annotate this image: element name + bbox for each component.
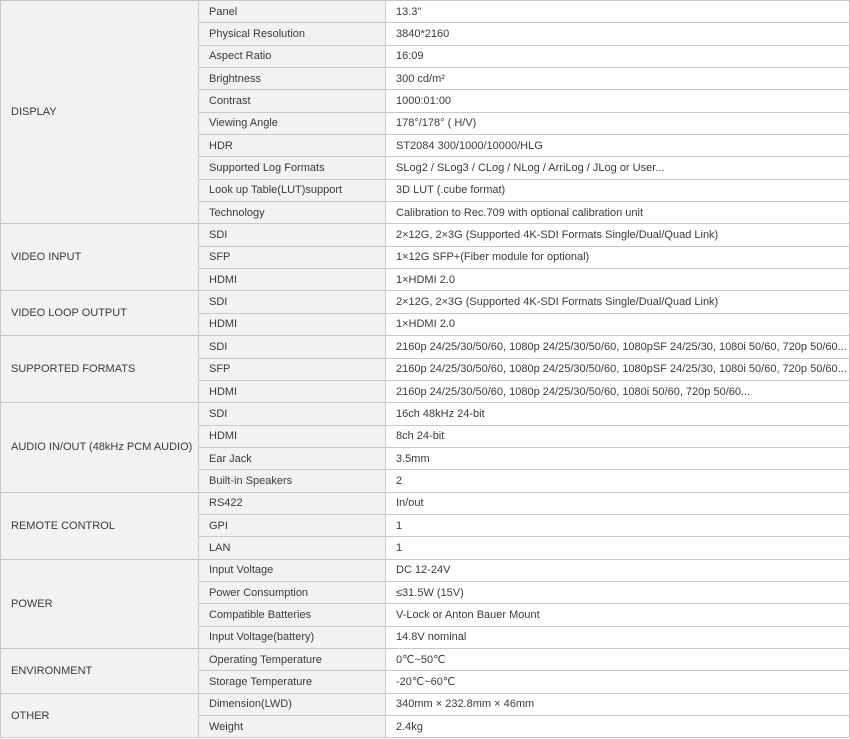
spec-row bbox=[1, 492, 850, 514]
spec-value: 16ch 48kHz 24-bit bbox=[386, 403, 850, 425]
spec-label: HDMI bbox=[199, 313, 386, 335]
spec-label: HDR bbox=[199, 135, 386, 157]
spec-label: Ear Jack bbox=[199, 447, 386, 469]
spec-value: 14.8V nominal bbox=[386, 626, 850, 648]
spec-label: GPI bbox=[199, 514, 386, 536]
specifications-table-body bbox=[1, 1, 850, 738]
spec-label: Contrast bbox=[199, 90, 386, 112]
spec-value: In/out bbox=[386, 492, 850, 514]
spec-value: 178°/178° ( H/V) bbox=[386, 112, 850, 134]
spec-label: HDMI bbox=[199, 269, 386, 291]
spec-label: Aspect Ratio bbox=[199, 45, 386, 67]
spec-row bbox=[1, 336, 850, 358]
spec-label: Viewing Angle bbox=[199, 112, 386, 134]
spec-label: RS422 bbox=[199, 492, 386, 514]
spec-category: OTHER bbox=[1, 693, 199, 738]
spec-label: SDI bbox=[199, 224, 386, 246]
spec-value: 3840*2160 bbox=[386, 23, 850, 45]
spec-value: 8ch 24-bit bbox=[386, 425, 850, 447]
spec-row bbox=[1, 403, 850, 425]
spec-label: SFP bbox=[199, 358, 386, 380]
spec-label: Supported Log Formats bbox=[199, 157, 386, 179]
spec-value: 1×12G SFP+(Fiber module for optional) bbox=[386, 246, 850, 268]
spec-label: HDMI bbox=[199, 425, 386, 447]
spec-label: Storage Temperature bbox=[199, 671, 386, 693]
spec-value: 3D LUT (.cube format) bbox=[386, 179, 850, 201]
spec-category: AUDIO IN/OUT (48kHz PCM AUDIO) bbox=[1, 403, 199, 492]
spec-value: 2×12G, 2×3G (Supported 4K-SDI Formats Single/Dual/Quad Link) bbox=[386, 224, 850, 246]
spec-value: 1 bbox=[386, 514, 850, 536]
spec-row bbox=[1, 291, 850, 313]
spec-label: Look up Table(LUT)support bbox=[199, 179, 386, 201]
spec-row bbox=[1, 1, 850, 23]
spec-label: SFP bbox=[199, 246, 386, 268]
spec-category: VIDEO LOOP OUTPUT bbox=[1, 291, 199, 336]
spec-value: DC 12-24V bbox=[386, 559, 850, 581]
spec-row bbox=[1, 559, 850, 581]
spec-value: 1 bbox=[386, 537, 850, 559]
spec-label: Dimension(LWD) bbox=[199, 693, 386, 715]
spec-label: Panel bbox=[199, 1, 386, 23]
spec-value: 2×12G, 2×3G (Supported 4K-SDI Formats Single/Dual/Quad Link) bbox=[386, 291, 850, 313]
spec-value: ≤31.5W (15V) bbox=[386, 581, 850, 603]
spec-value: 0℃~50℃ bbox=[386, 648, 850, 670]
spec-value: 1×HDMI 2.0 bbox=[386, 313, 850, 335]
spec-label: Physical Resolution bbox=[199, 23, 386, 45]
spec-value: ST2084 300/1000/10000/HLG bbox=[386, 135, 850, 157]
spec-category: SUPPORTED FORMATS bbox=[1, 336, 199, 403]
spec-value: 16:09 bbox=[386, 45, 850, 67]
spec-value: 13.3" bbox=[386, 1, 850, 23]
spec-value: 340mm × 232.8mm × 46mm bbox=[386, 693, 850, 715]
spec-value: SLog2 / SLog3 / CLog / NLog / ArriLog / JLog or User... bbox=[386, 157, 850, 179]
spec-label: SDI bbox=[199, 291, 386, 313]
spec-label: LAN bbox=[199, 537, 386, 559]
spec-value: 3.5mm bbox=[386, 447, 850, 469]
spec-value: 1×HDMI 2.0 bbox=[386, 269, 850, 291]
spec-category: REMOTE CONTROL bbox=[1, 492, 199, 559]
spec-category: POWER bbox=[1, 559, 199, 648]
spec-value: -20℃~60℃ bbox=[386, 671, 850, 693]
spec-value: 2 bbox=[386, 470, 850, 492]
spec-row bbox=[1, 648, 850, 670]
spec-label: Input Voltage bbox=[199, 559, 386, 581]
spec-label: Power Consumption bbox=[199, 581, 386, 603]
spec-label: SDI bbox=[199, 403, 386, 425]
spec-label: Built-in Speakers bbox=[199, 470, 386, 492]
spec-label: Compatible Batteries bbox=[199, 604, 386, 626]
spec-value: 2160p 24/25/30/50/60, 1080p 24/25/30/50/60, 1080pSF 24/25/30, 1080i 50/60, 720p 50/60... bbox=[386, 358, 850, 380]
spec-value: V-Lock or Anton Bauer Mount bbox=[386, 604, 850, 626]
spec-value: 2160p 24/25/30/50/60, 1080p 24/25/30/50/60, 1080i 50/60, 720p 50/60... bbox=[386, 380, 850, 402]
spec-row bbox=[1, 224, 850, 246]
spec-label: Input Voltage(battery) bbox=[199, 626, 386, 648]
spec-label: Brightness bbox=[199, 68, 386, 90]
spec-label: Weight bbox=[199, 716, 386, 738]
spec-category: ENVIRONMENT bbox=[1, 648, 199, 693]
spec-label: HDMI bbox=[199, 380, 386, 402]
spec-category: VIDEO INPUT bbox=[1, 224, 199, 291]
spec-value: 1000:01:00 bbox=[386, 90, 850, 112]
spec-category: DISPLAY bbox=[1, 1, 199, 224]
spec-value: 300 cd/m² bbox=[386, 68, 850, 90]
spec-value: 2160p 24/25/30/50/60, 1080p 24/25/30/50/60, 1080pSF 24/25/30, 1080i 50/60, 720p 50/60... bbox=[386, 336, 850, 358]
spec-value: 2.4kg bbox=[386, 716, 850, 738]
spec-row bbox=[1, 693, 850, 715]
spec-label: SDI bbox=[199, 336, 386, 358]
spec-value: Calibration to Rec.709 with optional calibration unit bbox=[386, 202, 850, 224]
spec-label: Operating Temperature bbox=[199, 648, 386, 670]
spec-label: Technology bbox=[199, 202, 386, 224]
